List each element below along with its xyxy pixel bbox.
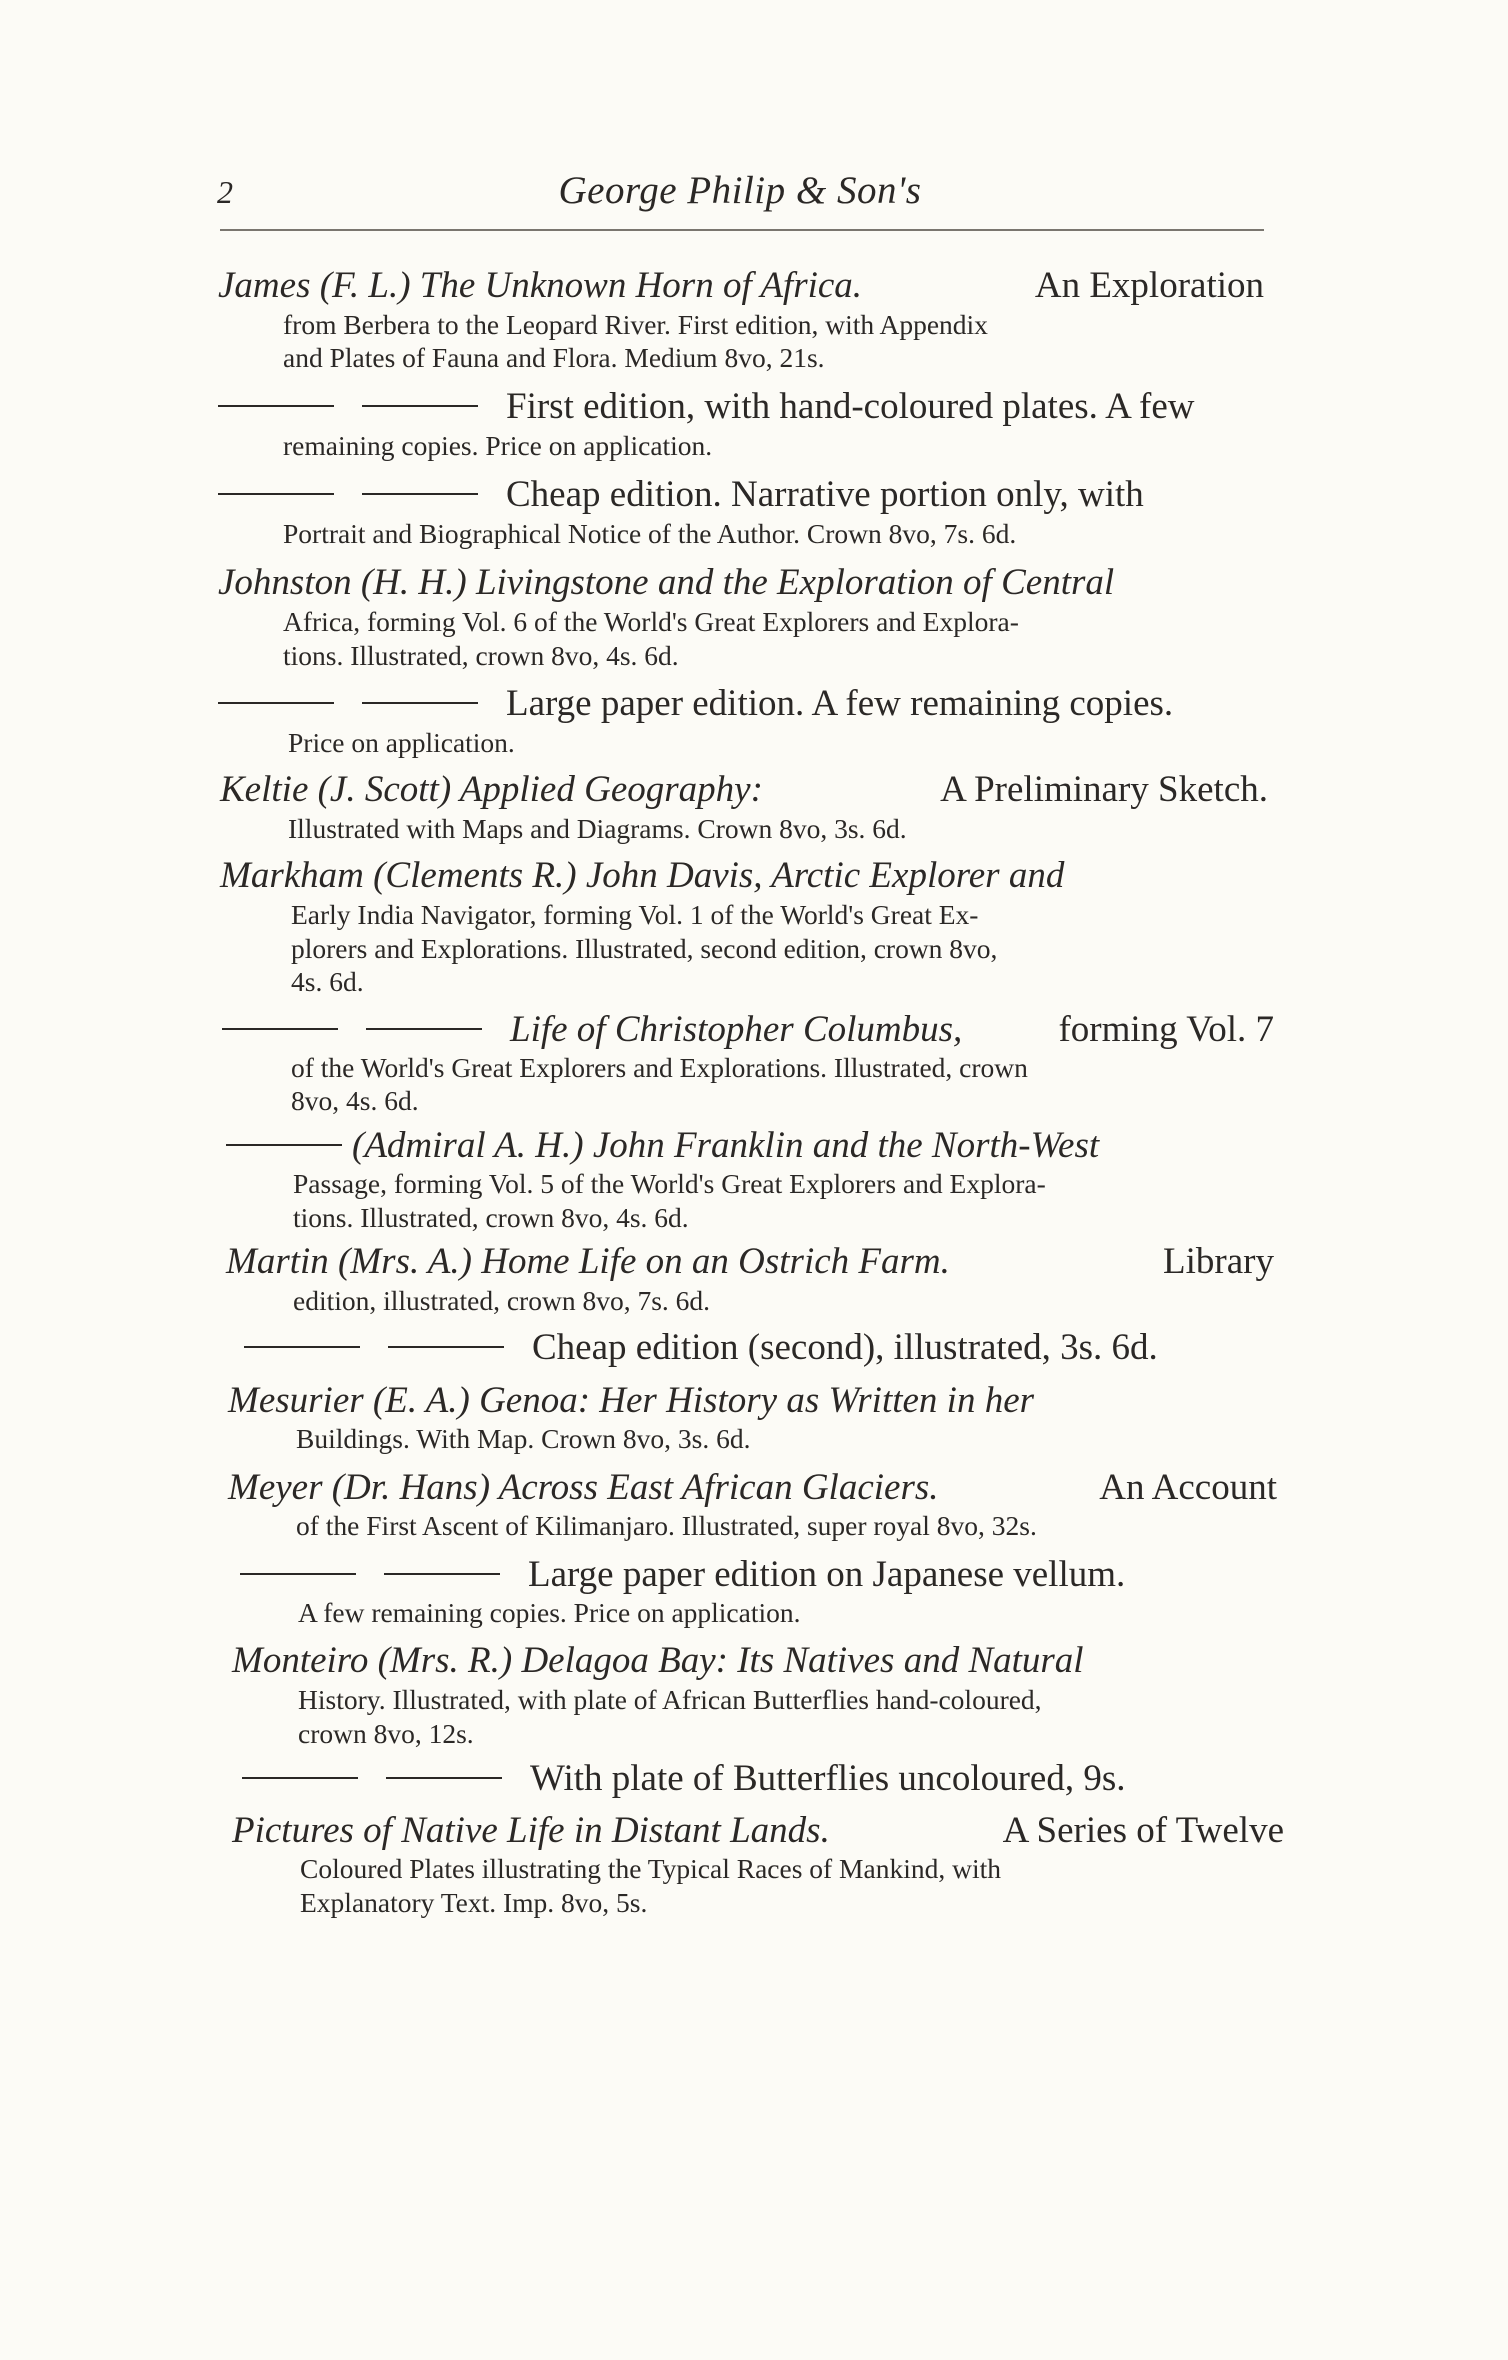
entry-heading-tail: A Preliminary Sketch. xyxy=(940,769,1268,810)
entry-title: John Davis, Arctic Explorer and xyxy=(585,855,1065,896)
entry-author: Meyer (Dr. Hans) xyxy=(228,1467,491,1508)
entry-author: James (F. L.) xyxy=(218,265,411,306)
entry-text-line: from Berbera to the Leopard River. First edition, with Appendix xyxy=(283,309,988,340)
entry-heading-text: With plate of Butterflies uncoloured, 9s. xyxy=(530,1758,1126,1799)
entry-text-line: Coloured Plates illustrating the Typical Races of Mankind, with xyxy=(300,1853,1001,1884)
entry-heading xyxy=(218,561,1264,605)
entry-heading xyxy=(228,1466,1277,1510)
entry-heading xyxy=(244,1326,1274,1370)
entry-heading-tail: forming Vol. 7 xyxy=(1058,1009,1274,1050)
entry-title: Livingstone and the Exploration of Central xyxy=(475,562,1115,603)
entry-text-line: Price on application. xyxy=(288,727,515,758)
ditto-rule xyxy=(226,1124,352,1167)
entry-title: The Unknown Horn of Africa. xyxy=(419,265,863,306)
entry-heading xyxy=(222,1008,1274,1052)
entry-heading xyxy=(218,264,1264,308)
entry-text-line: tions. Illustrated, crown 8vo, 4s. 6d. xyxy=(283,640,679,671)
entry-heading xyxy=(240,1553,1277,1597)
entry-author: Keltie (J. Scott) xyxy=(220,769,452,810)
entry-heading-tail: A Series of Twelve xyxy=(1002,1810,1284,1851)
ditto-rule xyxy=(242,1757,530,1800)
entry-heading xyxy=(220,768,1268,812)
entry-title: Pictures of Native Life in Distant Lands. xyxy=(232,1810,830,1851)
header-rule xyxy=(220,229,1264,231)
entry-heading xyxy=(226,1240,1274,1284)
entry-heading-tail: An Exploration xyxy=(1034,265,1264,306)
entry-text-line: History. Illustrated, with plate of African Butterflies hand-coloured, xyxy=(298,1684,1042,1715)
entry-text-line: Africa, forming Vol. 6 of the World's Great Explorers and Explora- xyxy=(283,606,1019,637)
entry-heading-text: Cheap edition. Narrative portion only, with xyxy=(506,474,1144,515)
entry-heading xyxy=(218,473,1264,517)
entry-heading xyxy=(220,854,1274,898)
entry-title: Life of Christopher Columbus, xyxy=(510,1009,963,1050)
entry-text-line: remaining copies. Price on application. xyxy=(283,430,713,461)
entry-text-line: edition, illustrated, crown 8vo, 7s. 6d. xyxy=(293,1285,711,1316)
entry-heading-tail: Library xyxy=(1163,1241,1274,1282)
entry-text-line: of the World's Great Explorers and Explorations. Illustrated, crown xyxy=(291,1052,1028,1083)
entry-author: Martin (Mrs. A.) xyxy=(226,1241,472,1282)
ditto-rule xyxy=(240,1553,528,1596)
entry-text-line: and Plates of Fauna and Flora. Medium 8vo, 21s. xyxy=(283,342,825,373)
ditto-rule xyxy=(218,385,506,428)
entry-author: Mesurier (E. A.) xyxy=(228,1380,470,1421)
entry-text-line: Explanatory Text. Imp. 8vo, 5s. xyxy=(300,1887,648,1918)
entry-heading-text: Cheap edition (second), illustrated, 3s. 6d. xyxy=(532,1327,1158,1368)
entry-text-line: Early India Navigator, forming Vol. 1 of the World's Great Ex- xyxy=(291,899,979,930)
ditto-rule xyxy=(222,1008,510,1051)
entry-heading-tail: An Account xyxy=(1099,1467,1277,1508)
page-header xyxy=(215,168,1265,218)
entry-heading xyxy=(218,682,1264,726)
entry-text-line: A few remaining copies. Price on application. xyxy=(298,1597,801,1628)
entry-text-line: Buildings. With Map. Crown 8vo, 3s. 6d. xyxy=(296,1423,751,1454)
entry-heading xyxy=(242,1757,1280,1801)
entry-text-line: tions. Illustrated, crown 8vo, 4s. 6d. xyxy=(293,1202,689,1233)
running-title: George Philip & Son's xyxy=(558,169,922,212)
entry-author: Monteiro (Mrs. R.) xyxy=(232,1640,513,1681)
entry-heading xyxy=(218,385,1264,429)
entry-text-line: 8vo, 4s. 6d. xyxy=(291,1085,419,1116)
ditto-rule xyxy=(244,1326,532,1369)
entry-heading-text: Large paper edition on Japanese vellum. xyxy=(528,1554,1126,1595)
page-number: 2 xyxy=(217,174,233,210)
entry-text-line: Portrait and Biographical Notice of the Author. Crown 8vo, 7s. 6d. xyxy=(283,518,1017,549)
entry-title: Across East African Glaciers. xyxy=(498,1467,939,1508)
entry-heading xyxy=(228,1379,1277,1423)
entry-heading-text: Large paper edition. A few remaining copies. xyxy=(506,683,1174,724)
entry-title: Genoa: Her History as Written in her xyxy=(479,1380,1035,1421)
entry-text-line: 4s. 6d. xyxy=(291,966,364,997)
entry-heading xyxy=(226,1124,1274,1168)
entry-title: Delagoa Bay: Its Natives and Natural xyxy=(521,1640,1084,1681)
entry-author: Markham (Clements R.) xyxy=(220,855,577,896)
ditto-rule xyxy=(218,473,506,516)
entry-title: (Admiral A. H.) John Franklin and the North-West xyxy=(352,1125,1100,1166)
entry-title: Home Life on an Ostrich Farm. xyxy=(481,1241,950,1282)
entry-text-line: crown 8vo, 12s. xyxy=(298,1718,474,1749)
entry-author: Johnston (H. H.) xyxy=(218,562,467,603)
entry-heading xyxy=(232,1639,1280,1683)
entry-text-line: Illustrated with Maps and Diagrams. Crown 8vo, 3s. 6d. xyxy=(288,813,907,844)
entry-heading xyxy=(232,1809,1284,1853)
entry-heading-text: First edition, with hand-coloured plates. A few xyxy=(506,386,1195,427)
entry-text-line: Passage, forming Vol. 5 of the World's Great Explorers and Explora- xyxy=(293,1168,1046,1199)
entry-text-line: plorers and Explorations. Illustrated, second edition, crown 8vo, xyxy=(291,933,998,964)
ditto-rule xyxy=(218,682,506,725)
entry-text-line: of the First Ascent of Kilimanjaro. Illustrated, super royal 8vo, 32s. xyxy=(296,1510,1037,1541)
entry-title: Applied Geography: xyxy=(459,769,763,810)
